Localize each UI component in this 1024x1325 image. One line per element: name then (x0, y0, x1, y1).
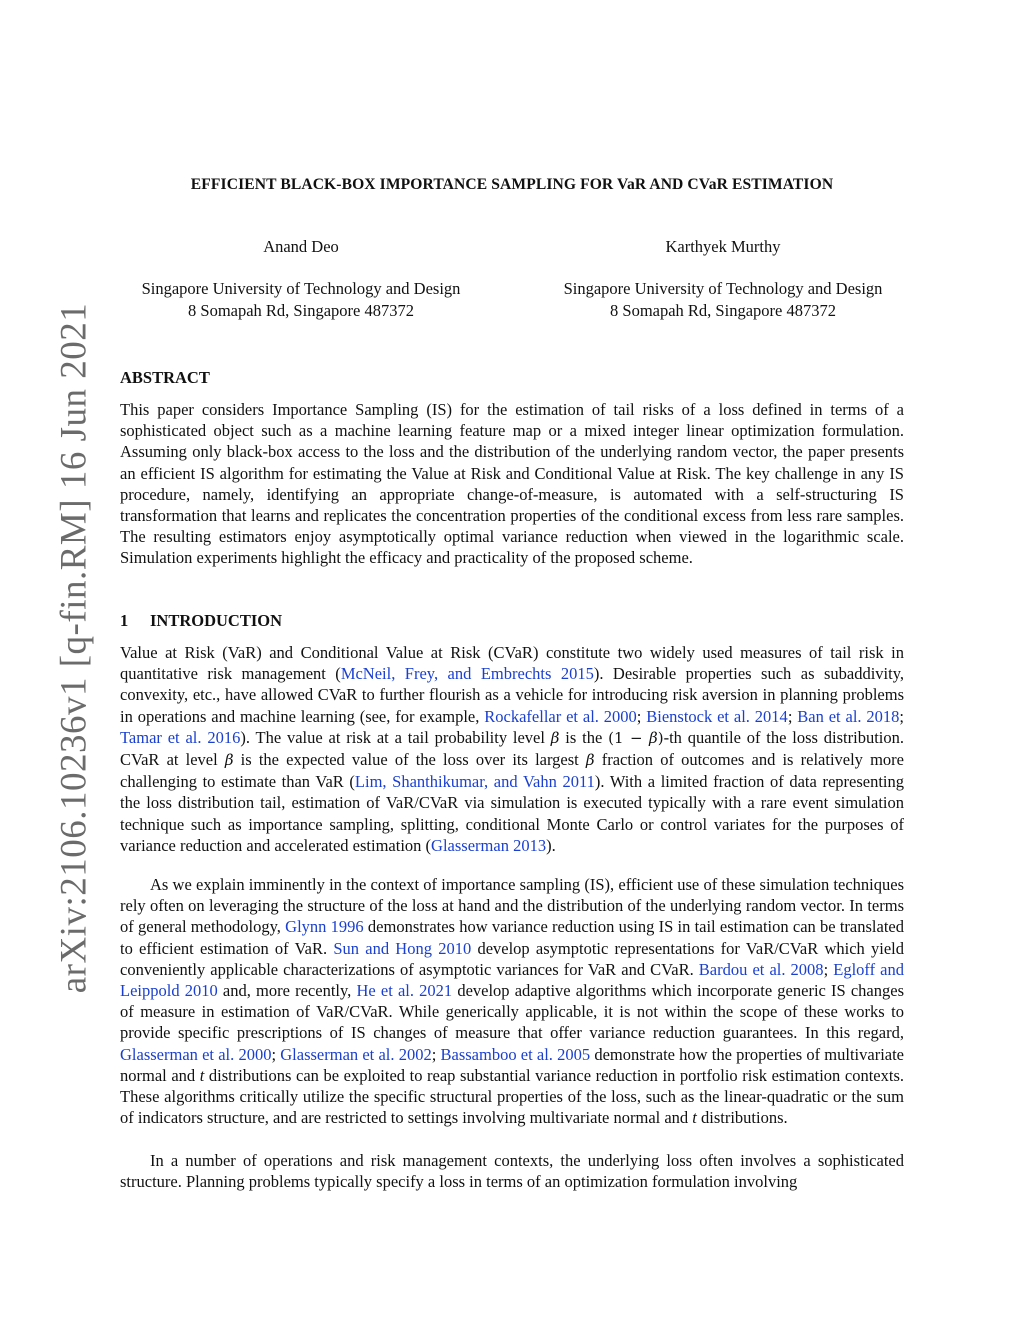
text-run: ; (823, 959, 834, 979)
author-name: Anand Deo (263, 237, 339, 256)
author-address: 8 Somapah Rd, Singapore 487372 (188, 301, 414, 320)
text-run: -th quantile of the loss distribution. CVaR at level (120, 727, 905, 770)
citation-link[interactable]: Ban et al. 2018 (797, 706, 900, 726)
text-run: develop adaptive algorithms which incorporate generic IS changes of measure in estimation of VaR/CVaR. While generically applicable, it is not within the scope of these works to provide specific prescriptions of IS changes of measure that offer variance reduction guarantees. In this regard, (120, 981, 905, 1043)
math-beta: β (585, 751, 595, 770)
math-t: t (692, 1108, 697, 1128)
text-run: ). The value at risk at a tail probability level (240, 727, 551, 747)
citation-link[interactable]: Sun and Hong 2010 (333, 938, 472, 958)
text-run: fraction of outcomes and is relatively more challenging to estimate than VaR ( (120, 750, 904, 792)
text-run: Value at Risk (VaR) and Conditional Value at Risk (CVaR) constitute two widely used measures of tail risk in quantitative risk management ( (120, 643, 904, 684)
author-affiliation: Singapore University of Technology and Design (563, 279, 883, 298)
text-run: distributions can be exploited to reap substantial variance reduction in portfolio risk estimation contexts. These algorithms critically utilize the specific structural properties of the loss, such as the linear-quadratic or the sum of indicators structure, and are restricted to settings involving multivariate normal and (120, 1065, 905, 1128)
text-run: ; (636, 706, 647, 726)
paper-title: EFFICIENT BLACK-BOX IMPORTANCE SAMPLING FOR VaR AND CVaR ESTIMATION (190, 176, 834, 193)
abstract-heading: ABSTRACT (120, 368, 210, 387)
citation-link[interactable]: Bardou et al. 2008 (698, 959, 824, 979)
intro-paragraph-2 (120, 874, 904, 1128)
citation-link[interactable]: McNeil, Frey, and Embrechts 2015 (340, 664, 594, 684)
text-run: demonstrates how variance reduction using IS in tail estimation can be translated to efficient estimation of VaR. (120, 917, 904, 958)
math-paren: ) (657, 728, 664, 747)
text-run: ). Desirable properties such as subaddivity, convexity, etc., have allowed CVaR to further flourish as a vehicle for introducing risk aversion in planning problems in operations and machine learning (see, for example, (120, 664, 905, 726)
text-run: ). With a limited fraction of data representing the loss distribution tail, estimation of VaR/CVaR via simulation is executed typically with a rare event simulation technique such as importance sampling, splitting, conditional Monte Carlo or control variates for the purposes of variance reduction and accelerated estimation ( (120, 772, 905, 855)
author-affiliation: Singapore University of Technology and Design (141, 279, 461, 298)
text-run: ). (546, 835, 556, 855)
text-run: ; (787, 706, 798, 726)
citation-link[interactable]: Rockafellar et al. 2000 (484, 706, 637, 726)
math-beta: β (224, 751, 234, 770)
intro-paragraph-3: In a number of operations and risk management contexts, the underlying loss often involves a sophisticated structure. Planning problems typically specify a loss in terms of an optimization formulation involving (120, 1151, 904, 1192)
citation-link[interactable]: Glasserman et al. 2000 (120, 1044, 272, 1064)
author-block-1 (101, 236, 501, 322)
citation-link[interactable]: He et al. 2021 (356, 981, 453, 1001)
text-run: is the expected value of the loss over its largest (233, 750, 586, 770)
math-beta: β (649, 728, 658, 747)
math-paren: (1 − (608, 728, 650, 747)
citation-link[interactable]: Glynn 1996 (285, 917, 364, 937)
section-number: 1 (120, 611, 129, 630)
introduction-heading (120, 611, 282, 631)
citation-link[interactable]: Bassamboo et al. 2005 (440, 1044, 591, 1064)
intro-paragraph-1 (120, 642, 904, 856)
author-address: 8 Somapah Rd, Singapore 487372 (610, 301, 836, 320)
abstract-text: This paper considers Importance Sampling (IS) for the estimation of tail risks of a loss defined in terms of a sophisticated object such as a machine learning feature map or a mixed integer linear optimization formulation. Assuming only black-box access to the loss and the distribution of the underlying random vector, the paper presents an efficient IS algorithm for estimating the Value at Risk and Conditional Value at Risk. The key challenge in any IS procedure, namely, identifying an appropriate change-of-measure, is automated with a self-structuring IS transformation that learns and replicates the concentration properties of the conditional excess from less rare samples. The resulting estimators enjoy asymptotically optimal variance reduction when viewed in the logarithmic scale. Simulation experiments highlight the efficacy and practicality of the proposed scheme. (120, 400, 904, 568)
citation-link[interactable]: Egloff and Leippold 2010 (120, 959, 904, 1001)
section-title: INTRODUCTION (150, 611, 283, 630)
citation-link[interactable]: Glasserman et al. 2002 (280, 1044, 432, 1064)
text-run: distributions. (696, 1108, 788, 1128)
citation-link[interactable]: Tamar et al. 2016 (120, 727, 241, 747)
citation-link[interactable]: Glasserman 2013 (431, 835, 547, 855)
text-run: ; (271, 1044, 281, 1064)
math-t: t (199, 1065, 205, 1085)
text-run: demonstrate how the properties of multivariate normal and (120, 1044, 905, 1085)
author-block-2 (523, 236, 923, 322)
author-name: Karthyek Murthy (665, 237, 781, 256)
arxiv-identifier: arXiv:2106.10236v1 [q-fin.RM] 16 Jun 2021 (53, 302, 95, 994)
text-run: As we explain imminently in the context of importance sampling (IS), efficient use of these simulation techniques rely often on leveraging the structure of the loss at hand and the distribution of the underlying random vector. In terms of general methodology, (120, 875, 904, 937)
text-run: and, more recently, (217, 981, 357, 1001)
citation-link[interactable]: Bienstock et al. 2014 (646, 706, 788, 726)
text-run: is the (559, 727, 609, 747)
text-run: ; (899, 706, 905, 726)
text-run: ; (431, 1044, 441, 1064)
citation-link[interactable]: Lim, Shanthikumar, and Vahn 2011 (354, 772, 595, 792)
math-beta: β (550, 728, 560, 747)
text-run: develop asymptotic representations for VaR/CVaR which yield conveniently applicable characterizations of asymptotic variances for VaR and CVaR. (120, 938, 904, 979)
